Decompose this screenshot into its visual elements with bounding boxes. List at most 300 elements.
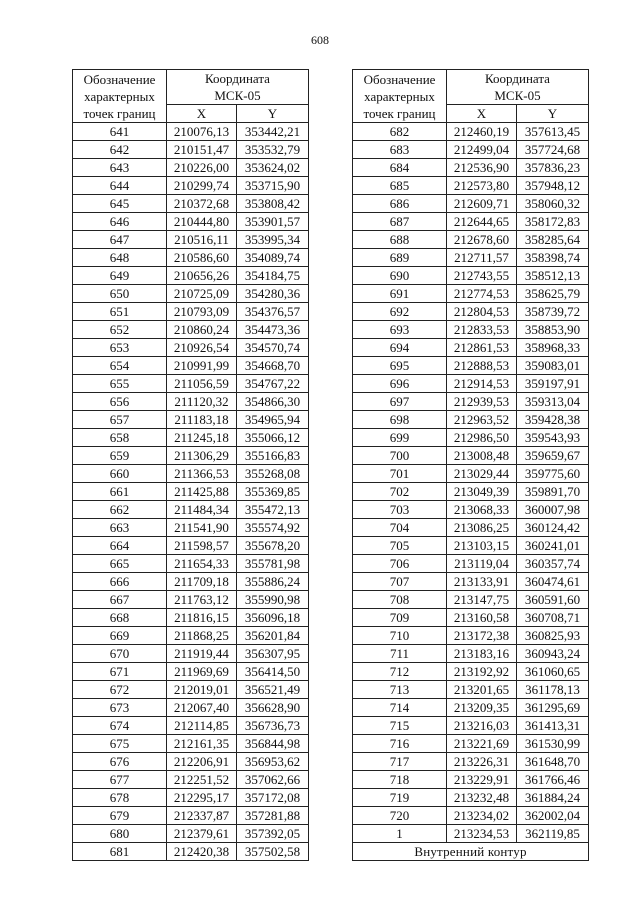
coordinates-header-system: МСК-05 [494,88,541,103]
point-number-cell: 656 [73,393,167,411]
x-coordinate-cell: 212573,80 [447,177,517,195]
y-coordinate-cell: 361295,69 [517,699,589,717]
y-coordinate-cell: 356414,50 [237,663,309,681]
designation-header-line: Обозначение [83,71,156,87]
x-column-header: X [447,105,517,123]
table-row [73,843,309,861]
y-coordinate-cell: 361766,46 [517,771,589,789]
y-coordinate-cell: 362002,04 [517,807,589,825]
y-coordinate-cell: 354965,94 [237,411,309,429]
table-row [73,591,309,609]
y-coordinate-cell: 355066,12 [237,429,309,447]
point-number-cell: 681 [73,843,167,861]
x-coordinate-cell: 212711,57 [447,249,517,267]
point-number-cell: 651 [73,303,167,321]
table-row [353,753,589,771]
point-number-cell: 696 [353,375,447,393]
x-coordinate-cell: 211868,25 [167,627,237,645]
x-coordinate-cell: 213221,69 [447,735,517,753]
y-coordinate-cell: 354473,36 [237,321,309,339]
table-row [73,825,309,843]
y-coordinate-cell: 358625,79 [517,285,589,303]
x-coordinate-cell: 210076,13 [167,123,237,141]
point-number-cell: 705 [353,537,447,555]
y-coordinate-cell: 361060,65 [517,663,589,681]
table-row [353,249,589,267]
table-row [73,681,309,699]
y-coordinate-cell: 354767,22 [237,375,309,393]
y-coordinate-cell: 354668,70 [237,357,309,375]
y-coordinate-cell: 358853,90 [517,321,589,339]
point-number-cell: 649 [73,267,167,285]
x-coordinate-cell: 211056,59 [167,375,237,393]
table-row [353,411,589,429]
y-coordinate-cell: 360007,98 [517,501,589,519]
y-coordinate-cell: 353715,90 [237,177,309,195]
table-row [353,699,589,717]
y-coordinate-cell: 359775,60 [517,465,589,483]
y-coordinate-cell: 356844,98 [237,735,309,753]
y-coordinate-cell: 356307,95 [237,645,309,663]
point-number-cell: 692 [353,303,447,321]
y-coordinate-cell: 355268,08 [237,465,309,483]
table-row [73,123,309,141]
y-coordinate-cell: 355574,92 [237,519,309,537]
table-row [73,447,309,465]
point-number-cell: 687 [353,213,447,231]
y-coordinate-cell: 360591,60 [517,591,589,609]
point-number-cell: 658 [73,429,167,447]
point-number-cell: 678 [73,789,167,807]
point-number-cell: 707 [353,573,447,591]
x-coordinate-cell: 213172,38 [447,627,517,645]
point-number-cell: 1 [353,825,447,843]
x-coordinate-cell: 212644,65 [447,213,517,231]
y-coordinate-cell: 359083,01 [517,357,589,375]
table-row [73,501,309,519]
coordinates-header [167,70,309,105]
y-coordinate-cell: 358172,83 [517,213,589,231]
y-coordinate-cell: 359891,70 [517,483,589,501]
table-row [353,231,589,249]
table-row [73,411,309,429]
x-coordinate-cell: 210725,09 [167,285,237,303]
x-coordinate-cell: 211245,18 [167,429,237,447]
x-coordinate-cell: 210372,68 [167,195,237,213]
point-number-cell: 645 [73,195,167,213]
x-coordinate-cell: 211816,15 [167,609,237,627]
x-coordinate-cell: 213008,48 [447,447,517,465]
table-row [73,195,309,213]
table-row [353,321,589,339]
point-number-cell: 682 [353,123,447,141]
y-coordinate-cell: 358512,13 [517,267,589,285]
x-coordinate-cell: 211969,69 [167,663,237,681]
point-number-cell: 718 [353,771,447,789]
table-row [353,123,589,141]
x-coordinate-cell: 211654,33 [167,555,237,573]
y-coordinate-cell: 357172,08 [237,789,309,807]
table-row [73,267,309,285]
table-row [73,321,309,339]
table-row [73,465,309,483]
y-coordinate-cell: 361178,13 [517,681,589,699]
y-coordinate-cell: 358285,64 [517,231,589,249]
y-coordinate-cell: 357836,23 [517,159,589,177]
point-number-cell: 702 [353,483,447,501]
table-row [353,663,589,681]
y-coordinate-cell: 357948,12 [517,177,589,195]
table-row [73,807,309,825]
x-coordinate-cell: 211541,90 [167,519,237,537]
point-number-cell: 690 [353,267,447,285]
table-row [353,717,589,735]
point-number-cell: 650 [73,285,167,303]
x-coordinate-cell: 212251,52 [167,771,237,789]
point-number-cell: 672 [73,681,167,699]
x-coordinate-cell: 211120,32 [167,393,237,411]
x-coordinate-cell: 211763,12 [167,591,237,609]
x-coordinate-cell: 210226,00 [167,159,237,177]
point-number-cell: 652 [73,321,167,339]
y-coordinate-cell: 360124,42 [517,519,589,537]
table-row [73,753,309,771]
table-row [73,609,309,627]
y-coordinate-cell: 354089,74 [237,249,309,267]
x-coordinate-cell: 212161,35 [167,735,237,753]
table-row [73,717,309,735]
x-coordinate-cell: 213103,15 [447,537,517,555]
point-number-cell: 684 [353,159,447,177]
table-row [353,195,589,213]
point-number-cell: 647 [73,231,167,249]
x-coordinate-cell: 213192,92 [447,663,517,681]
y-coordinate-cell: 360708,71 [517,609,589,627]
y-coordinate-cell: 361648,70 [517,753,589,771]
x-coordinate-cell: 213160,58 [447,609,517,627]
table-row [353,339,589,357]
point-number-cell: 673 [73,699,167,717]
designation-header-line: точек границ [83,105,156,121]
table-row [353,609,589,627]
table-row [73,663,309,681]
x-coordinate-cell: 210656,26 [167,267,237,285]
table-row [353,177,589,195]
coordinates-header [447,70,589,105]
point-number-cell: 691 [353,285,447,303]
designation-header [353,70,447,123]
point-number-cell: 669 [73,627,167,645]
table-row [353,627,589,645]
table-row [73,213,309,231]
y-coordinate-cell: 353442,21 [237,123,309,141]
table-row [353,771,589,789]
table-row [353,393,589,411]
x-coordinate-cell: 213086,25 [447,519,517,537]
point-number-cell: 641 [73,123,167,141]
x-coordinate-cell: 212379,61 [167,825,237,843]
point-number-cell: 706 [353,555,447,573]
table-row [353,429,589,447]
table-row [73,249,309,267]
y-coordinate-cell: 357392,05 [237,825,309,843]
x-coordinate-cell: 212888,53 [447,357,517,375]
x-coordinate-cell: 212914,53 [447,375,517,393]
y-coordinate-cell: 358060,32 [517,195,589,213]
table-row [353,267,589,285]
y-coordinate-cell: 356521,49 [237,681,309,699]
x-coordinate-cell: 212536,90 [447,159,517,177]
point-number-cell: 662 [73,501,167,519]
table-row [73,231,309,249]
y-coordinate-cell: 356096,18 [237,609,309,627]
table-row [353,807,589,825]
x-coordinate-cell: 211306,29 [167,447,237,465]
x-coordinate-cell: 211484,34 [167,501,237,519]
x-coordinate-cell: 212019,01 [167,681,237,699]
designation-header-line: характерных [364,88,435,104]
point-number-cell: 713 [353,681,447,699]
point-number-cell: 704 [353,519,447,537]
x-coordinate-cell: 213029,44 [447,465,517,483]
x-coordinate-cell: 213068,33 [447,501,517,519]
x-coordinate-cell: 210793,09 [167,303,237,321]
table-row [353,537,589,555]
y-coordinate-cell: 354376,57 [237,303,309,321]
y-coordinate-cell: 360357,74 [517,555,589,573]
table-row [353,213,589,231]
y-coordinate-cell: 356201,84 [237,627,309,645]
point-number-cell: 653 [73,339,167,357]
point-number-cell: 655 [73,375,167,393]
table-row [73,141,309,159]
table-row [353,303,589,321]
table-row [353,681,589,699]
y-coordinate-cell: 355472,13 [237,501,309,519]
table-row [73,375,309,393]
x-coordinate-cell: 212067,40 [167,699,237,717]
point-number-cell: 668 [73,609,167,627]
table-row [73,789,309,807]
table-row [353,141,589,159]
designation-header-line: характерных [84,88,155,104]
table-row [73,339,309,357]
x-coordinate-cell: 213049,39 [447,483,517,501]
x-column-header: X [167,105,237,123]
point-number-cell: 698 [353,411,447,429]
y-coordinate-cell: 356736,73 [237,717,309,735]
y-coordinate-cell: 354184,75 [237,267,309,285]
table-row [73,393,309,411]
inner-contour-label: Внутренний контур [353,843,589,861]
y-coordinate-cell: 355990,98 [237,591,309,609]
y-coordinate-cell: 361884,24 [517,789,589,807]
y-coordinate-cell: 358398,74 [517,249,589,267]
point-number-cell: 677 [73,771,167,789]
x-coordinate-cell: 213201,65 [447,681,517,699]
y-coordinate-cell: 354280,36 [237,285,309,303]
coordinates-table-right [352,69,589,861]
table-row [73,483,309,501]
x-coordinate-cell: 212939,53 [447,393,517,411]
point-number-cell: 697 [353,393,447,411]
x-coordinate-cell: 212460,19 [447,123,517,141]
x-coordinate-cell: 212804,53 [447,303,517,321]
y-coordinate-cell: 358739,72 [517,303,589,321]
point-number-cell: 716 [353,735,447,753]
point-number-cell: 719 [353,789,447,807]
table-row [353,735,589,753]
table-row [73,699,309,717]
point-number-cell: 700 [353,447,447,465]
table-row [353,519,589,537]
point-number-cell: 693 [353,321,447,339]
point-number-cell: 720 [353,807,447,825]
point-number-cell: 654 [73,357,167,375]
x-coordinate-cell: 213234,02 [447,807,517,825]
designation-header-line: точек границ [363,105,436,121]
table-row [353,501,589,519]
point-number-cell: 679 [73,807,167,825]
x-coordinate-cell: 210516,11 [167,231,237,249]
y-coordinate-cell: 354866,30 [237,393,309,411]
point-number-cell: 701 [353,465,447,483]
y-coordinate-cell: 354570,74 [237,339,309,357]
x-coordinate-cell: 211425,88 [167,483,237,501]
x-coordinate-cell: 213133,91 [447,573,517,591]
y-coordinate-cell: 355678,20 [237,537,309,555]
table-row [353,447,589,465]
x-coordinate-cell: 211183,18 [167,411,237,429]
point-number-cell: 674 [73,717,167,735]
point-number-cell: 657 [73,411,167,429]
y-coordinate-cell: 353532,79 [237,141,309,159]
y-coordinate-cell: 361530,99 [517,735,589,753]
x-coordinate-cell: 212295,17 [167,789,237,807]
coordinates-header-title: Координата [205,71,270,86]
table-row [353,555,589,573]
y-coordinate-cell: 356628,90 [237,699,309,717]
point-number-cell: 680 [73,825,167,843]
point-number-cell: 659 [73,447,167,465]
point-number-cell: 661 [73,483,167,501]
point-number-cell: 676 [73,753,167,771]
table-row [353,465,589,483]
x-coordinate-cell: 213183,16 [447,645,517,663]
point-number-cell: 663 [73,519,167,537]
x-coordinate-cell: 210444,80 [167,213,237,231]
point-number-cell: 664 [73,537,167,555]
x-coordinate-cell: 212678,60 [447,231,517,249]
x-coordinate-cell: 212986,50 [447,429,517,447]
point-number-cell: 686 [353,195,447,213]
table-row [73,303,309,321]
table-row [73,627,309,645]
point-number-cell: 717 [353,753,447,771]
x-coordinate-cell: 213119,04 [447,555,517,573]
x-coordinate-cell: 212609,71 [447,195,517,213]
designation-header [73,70,167,123]
table-row [73,159,309,177]
y-coordinate-cell: 355781,98 [237,555,309,573]
coordinates-header-title: Координата [485,71,550,86]
point-number-cell: 712 [353,663,447,681]
y-coordinate-cell: 359543,93 [517,429,589,447]
y-coordinate-cell: 357724,68 [517,141,589,159]
x-coordinate-cell: 210299,74 [167,177,237,195]
x-coordinate-cell: 212743,55 [447,267,517,285]
point-number-cell: 685 [353,177,447,195]
table-row [73,771,309,789]
x-coordinate-cell: 212206,91 [167,753,237,771]
point-number-cell: 689 [353,249,447,267]
point-number-cell: 695 [353,357,447,375]
x-coordinate-cell: 212861,53 [447,339,517,357]
designation-header-line: Обозначение [363,71,436,87]
coordinates-table-right-body [353,123,589,843]
point-number-cell: 675 [73,735,167,753]
x-coordinate-cell: 213147,75 [447,591,517,609]
x-coordinate-cell: 211598,57 [167,537,237,555]
y-coordinate-cell: 360825,93 [517,627,589,645]
point-number-cell: 644 [73,177,167,195]
point-number-cell: 715 [353,717,447,735]
point-number-cell: 643 [73,159,167,177]
x-coordinate-cell: 212499,04 [447,141,517,159]
table-row [73,177,309,195]
y-coordinate-cell: 356953,62 [237,753,309,771]
y-coordinate-cell: 361413,31 [517,717,589,735]
x-coordinate-cell: 212833,53 [447,321,517,339]
table-row [353,825,589,843]
table-row [73,519,309,537]
x-coordinate-cell: 212114,85 [167,717,237,735]
x-coordinate-cell: 213209,35 [447,699,517,717]
y-coordinate-cell: 353808,42 [237,195,309,213]
y-coordinate-cell: 362119,85 [517,825,589,843]
x-coordinate-cell: 213234,53 [447,825,517,843]
coordinates-table-left-body [73,123,309,861]
y-column-header: Y [517,105,589,123]
table-row [73,537,309,555]
point-number-cell: 711 [353,645,447,663]
table-row [353,645,589,663]
y-coordinate-cell: 357613,45 [517,123,589,141]
x-coordinate-cell: 212337,87 [167,807,237,825]
y-coordinate-cell: 359428,38 [517,411,589,429]
y-coordinate-cell: 360943,24 [517,645,589,663]
table-row [353,573,589,591]
point-number-cell: 709 [353,609,447,627]
table-row [353,483,589,501]
y-coordinate-cell: 357062,66 [237,771,309,789]
table-row [73,429,309,447]
y-column-header: Y [237,105,309,123]
coordinates-header-system: МСК-05 [214,88,261,103]
table-row [353,591,589,609]
point-number-cell: 660 [73,465,167,483]
table-row [73,735,309,753]
table-row [73,357,309,375]
x-coordinate-cell: 210151,47 [167,141,237,159]
x-coordinate-cell: 211709,18 [167,573,237,591]
x-coordinate-cell: 210860,24 [167,321,237,339]
x-coordinate-cell: 210926,54 [167,339,237,357]
x-coordinate-cell: 210991,99 [167,357,237,375]
point-number-cell: 642 [73,141,167,159]
point-number-cell: 694 [353,339,447,357]
point-number-cell: 683 [353,141,447,159]
